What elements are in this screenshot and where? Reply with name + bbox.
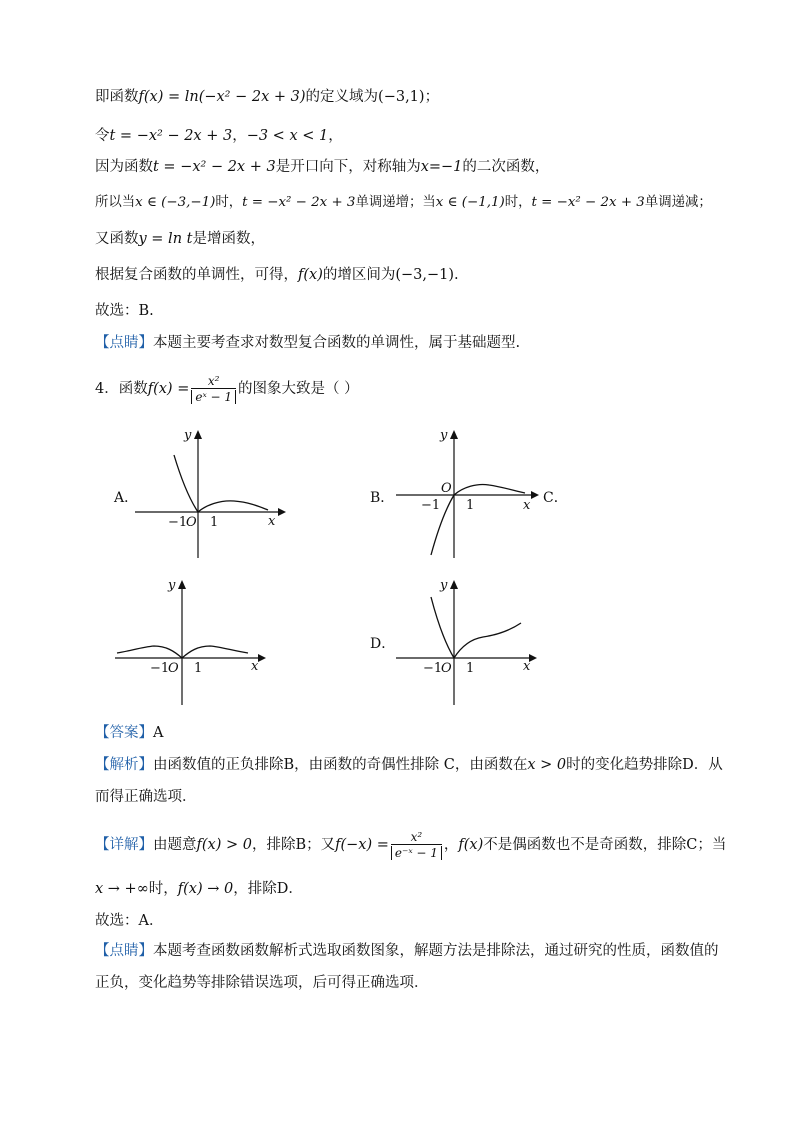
text: 正负，变化趋势等排除错误选项，后可得正确选项． — [95, 975, 429, 991]
text: ，排除B；又 — [251, 837, 336, 853]
graph-b[interactable] — [393, 425, 543, 565]
analysis-line-1 — [95, 754, 723, 776]
curve — [174, 455, 268, 512]
text: 是增函数， — [192, 231, 265, 247]
text: 因为函数 — [95, 159, 153, 175]
text: 的二次函数， — [462, 159, 550, 175]
text: ， — [443, 837, 459, 853]
math-expression: t = −x² − 2x + 3 — [153, 159, 276, 175]
fraction — [391, 830, 442, 861]
y-axis-arrow — [450, 580, 458, 589]
text: 时， — [148, 881, 178, 897]
math-expression: f(x) > 0 — [196, 837, 252, 853]
curve — [431, 597, 521, 658]
question-4 — [95, 372, 359, 406]
option-c-label[interactable]: C． — [543, 490, 568, 506]
text: 单调递增；当 — [355, 195, 436, 210]
text: 即函数 — [95, 89, 139, 105]
text: 故选：B. — [95, 303, 154, 319]
text: ； — [424, 89, 440, 105]
text: 故选：A． — [95, 913, 164, 929]
math-interval: x ∈ (−1,1) — [435, 195, 505, 210]
text: 时， — [504, 195, 532, 210]
math-expression: f(x) — [298, 267, 323, 283]
remark-line — [95, 332, 520, 354]
section-tag: 【答案】 — [95, 725, 153, 741]
section-tag: 【详解】 — [95, 837, 153, 853]
tick-neg1: −1 — [423, 661, 443, 676]
section-tag: 【点睛】 — [95, 335, 153, 351]
option-a-label[interactable]: A． — [114, 490, 139, 506]
remark-line-2 — [95, 972, 429, 994]
detail-line-1 — [95, 828, 726, 862]
text: . — [454, 267, 459, 283]
math-interval: (−3,1) — [378, 89, 425, 105]
text: ， — [328, 128, 343, 144]
tick-1: 1 — [210, 515, 219, 530]
x-label: x — [251, 659, 259, 674]
detail-line-2 — [95, 878, 303, 900]
section-tag: 【点睛】 — [95, 943, 153, 959]
solution-line-6 — [95, 264, 459, 286]
y-label: y — [168, 578, 176, 593]
question-number: 4．函数 — [95, 381, 148, 397]
math-expression: f(x) = ln(−x² − 2x + 3) — [138, 89, 306, 105]
origin-label: O — [168, 661, 179, 676]
text: 单调递减； — [644, 195, 712, 210]
text: 而得正确选项． — [95, 789, 197, 805]
math-expression: t = −x² − 2x + 3 — [109, 128, 233, 144]
math-interval: (−3,−1) — [395, 267, 455, 283]
text: 时， — [215, 195, 243, 210]
x-label: x — [523, 659, 531, 674]
text: 的增区间为 — [322, 267, 396, 283]
math-expression: x > 0 — [527, 757, 567, 773]
text: ， — [232, 128, 247, 144]
tick-neg1: −1 — [168, 515, 188, 530]
y-axis-arrow — [450, 430, 458, 439]
solution-line-4 — [95, 192, 712, 214]
choose-line — [95, 910, 163, 932]
graph-a[interactable] — [130, 425, 290, 565]
math-expression: y = ln t — [138, 231, 193, 247]
x-label: x — [523, 498, 531, 513]
math-interval: x ∈ (−3,−1) — [135, 195, 216, 210]
text: 的图象大致是（ ） — [238, 381, 359, 397]
analysis-line-2 — [95, 786, 197, 808]
text: 又函数 — [95, 231, 139, 247]
math-expression: t = −x² − 2x + 3 — [531, 195, 645, 210]
math-expression: f(x) = — [147, 381, 190, 397]
y-label: y — [440, 578, 448, 593]
text: 本题考查函数函数解析式选取函数图象，解题方法是排除法，通过研究的性质，函数值的 — [153, 943, 719, 959]
text: 时的变化趋势排除D．从 — [566, 757, 723, 773]
origin-label: O — [441, 661, 452, 676]
text: 本题主要考查求对数型复合函数的单调性，属于基础题型. — [153, 335, 521, 351]
text: 由函数值的正负排除B，由函数的奇偶性排除 C，由函数在 — [153, 757, 528, 773]
solution-line-3 — [95, 156, 549, 178]
text: 令 — [95, 128, 110, 144]
solution-line-1 — [95, 86, 439, 108]
fraction-numerator: x² — [191, 374, 236, 389]
fraction-numerator: x² — [391, 830, 442, 845]
origin-label: O — [186, 515, 197, 530]
section-tag: 【解析】 — [95, 757, 153, 773]
text: ，排除D． — [233, 881, 303, 897]
tick-1: 1 — [466, 498, 475, 513]
x-axis-arrow — [278, 508, 286, 516]
x-axis-arrow — [258, 654, 266, 662]
math-expression: f(−x) = — [335, 837, 389, 853]
fraction — [191, 374, 236, 405]
y-axis-arrow — [178, 580, 186, 589]
answer-line — [95, 722, 163, 744]
remark-line-1 — [95, 940, 719, 962]
fraction-denominator: e⁻ˣ − 1 — [391, 846, 442, 860]
text: 的定义域为 — [305, 89, 379, 105]
origin-label: O — [441, 481, 452, 496]
math-expression: x=−1 — [420, 159, 463, 175]
option-d-label[interactable]: D． — [370, 636, 396, 652]
math-expression: f(x) — [458, 837, 484, 853]
tick-neg1: −1 — [421, 498, 441, 513]
math-expression: f(x) → 0 — [177, 881, 234, 897]
y-label: y — [184, 428, 192, 443]
answer-value: A — [153, 725, 164, 741]
text: 所以当 — [95, 195, 136, 210]
tick-neg1: −1 — [150, 661, 170, 676]
text: 根据复合函数的单调性，可得， — [95, 267, 298, 283]
graph-c[interactable] — [112, 575, 272, 710]
solution-line-5 — [95, 228, 265, 250]
text: 不是偶函数也不是奇函数，排除C；当 — [483, 837, 727, 853]
fraction-denominator: eˣ − 1 — [191, 390, 236, 404]
y-label: y — [440, 428, 448, 443]
x-label: x — [268, 514, 276, 529]
text: 由题意 — [153, 837, 197, 853]
graph-d[interactable] — [393, 575, 543, 710]
math-expression: x → +∞ — [95, 881, 149, 897]
tick-1: 1 — [194, 661, 203, 676]
option-b-label[interactable]: B． — [370, 490, 395, 506]
math-expression: −3 < x < 1 — [246, 128, 329, 144]
text: 是开口向下，对称轴为 — [275, 159, 421, 175]
y-axis-arrow — [194, 430, 202, 439]
solution-line-2 — [95, 125, 343, 147]
math-expression: t = −x² − 2x + 3 — [242, 195, 356, 210]
solution-line-7 — [95, 300, 154, 322]
tick-1: 1 — [466, 661, 475, 676]
x-axis-arrow — [531, 491, 539, 499]
